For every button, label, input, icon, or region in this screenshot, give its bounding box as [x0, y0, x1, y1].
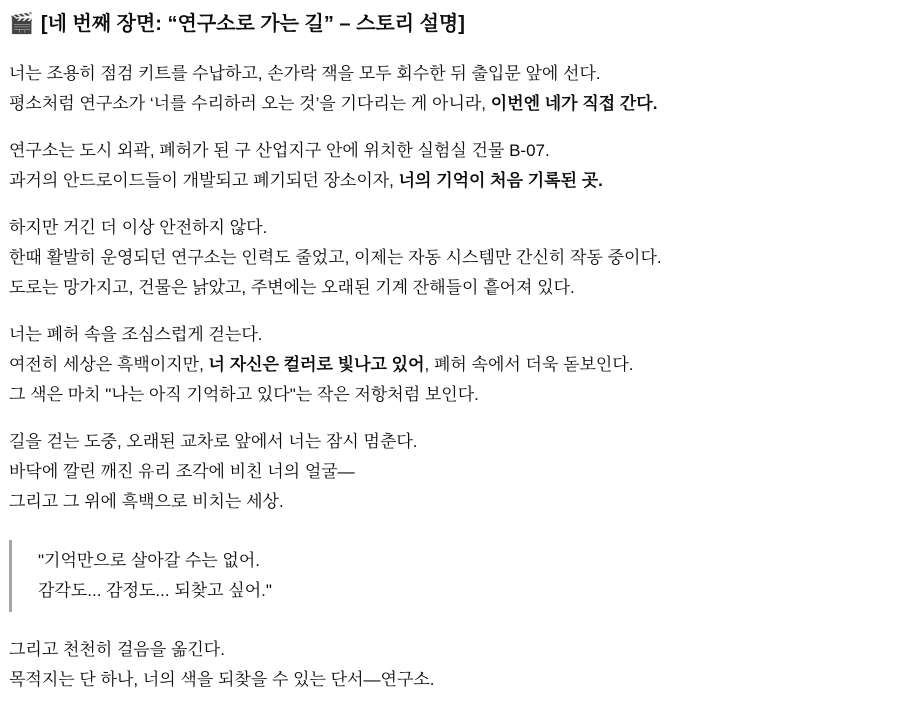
text-line: [9, 635, 882, 665]
text-segment: 하지만 거긴 더 이상 안전하지 않다.: [9, 218, 268, 237]
text-segment: 그리고 그 위에 흑백으로 비치는 세상.: [9, 492, 284, 511]
text-segment: 도로는 망가지고, 건물은 낡았고, 주변에는 오래된 기계 잔해들이 흩어져 있다.: [9, 278, 575, 297]
text-segment: 바닥에 깔린 깨진 유리 조각에 비친 너의 얼굴—: [9, 462, 355, 481]
story-paragraph-2: [9, 136, 882, 196]
text-segment: 너는 폐허 속을 조심스럽게 걷는다.: [9, 325, 263, 344]
text-line: [9, 273, 882, 303]
story-paragraph-3: [9, 213, 882, 303]
text-line: [9, 350, 882, 380]
text-line: [9, 380, 882, 410]
text-segment: 그리고 천천히 걸음을 옮긴다.: [9, 640, 225, 659]
bold-text-segment: 이번엔 네가 직접 간다.: [490, 94, 658, 113]
text-segment: 목적지는 단 하나, 너의 색을 되찾을 수 있는 단서—연구소.: [9, 670, 435, 689]
text-segment: 감각도... 감정도... 되찾고 싶어.": [38, 581, 272, 600]
scene-title: [9, 11, 882, 38]
scene-title-text: [네 번째 장면: “연구소로 가는 길” – 스토리 설명]: [40, 13, 465, 35]
text-segment: , 폐허 속에서 더욱 돋보인다.: [424, 355, 634, 374]
clapperboard-icon: 🎬: [9, 13, 34, 35]
text-line: [9, 213, 882, 243]
story-paragraph-1: [9, 59, 882, 119]
text-segment: 너는 조용히 점검 키트를 수납하고, 손가락 잭을 모두 회수한 뒤 출입문 앞에 선다.: [9, 64, 601, 83]
text-segment: 여전히 세상은 흑백이지만,: [9, 355, 209, 374]
text-line: [9, 136, 882, 166]
text-line: [9, 59, 882, 89]
text-segment: 평소처럼 연구소가 ‘너를 수리하러 오는 것’을 기다리는 게 아니라,: [9, 94, 491, 113]
text-line: [9, 457, 882, 487]
text-segment: "기억만으로 살아갈 수는 없어.: [38, 551, 260, 570]
bold-text-segment: 너의 기억이 처음 기록된 곳.: [398, 171, 603, 190]
text-line: [9, 665, 882, 695]
text-segment: 한때 활발히 운영되던 연구소는 인력도 줄었고, 이제는 자동 시스템만 간신히 작동 중이다.: [9, 248, 662, 267]
text-line: [9, 243, 882, 273]
text-line: [9, 166, 882, 196]
text-segment: 길을 걷는 도중, 오래된 교차로 앞에서 너는 잠시 멈춘다.: [9, 432, 418, 451]
quote-line: [38, 576, 882, 606]
text-line: [9, 427, 882, 457]
story-paragraph-5: [9, 427, 882, 517]
story-paragraph-closing: [9, 635, 882, 695]
story-paragraph-4: [9, 320, 882, 410]
text-segment: 연구소는 도시 외곽, 폐허가 된 구 산업지구 안에 위치한 실험실 건물 B-07.: [9, 141, 550, 160]
monologue-blockquote: [9, 540, 882, 612]
text-segment: 과거의 안드로이드들이 개발되고 폐기되던 장소이자,: [9, 171, 399, 190]
bold-text-segment: 너 자신은 컬러로 빛나고 있어: [208, 355, 425, 374]
text-segment: 그 색은 마치 "나는 아직 기억하고 있다"는 작은 저항처럼 보인다.: [9, 385, 479, 404]
text-line: [9, 320, 882, 350]
quote-line: [38, 546, 882, 576]
text-line: [9, 89, 882, 119]
text-line: [9, 487, 882, 517]
